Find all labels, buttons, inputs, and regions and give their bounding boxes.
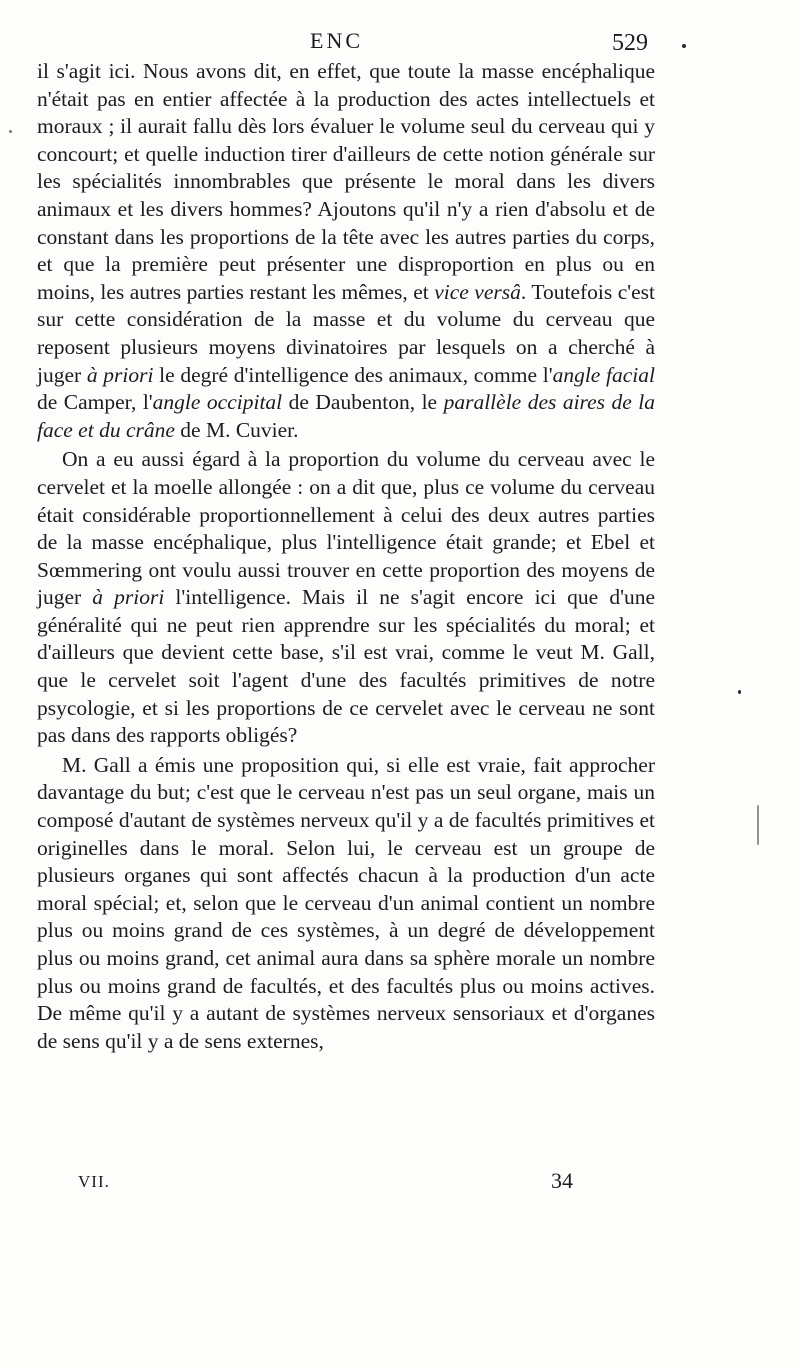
text-run: de Camper, l' <box>37 390 153 415</box>
italic-phrase: vice versâ <box>434 279 521 304</box>
running-head: ENC <box>310 28 363 53</box>
text-run: il s'agit ici. Nous avons dit, en effet, que toute la masse encéphalique n'était pas en entier affectée à la production des actes intellectuels et moraux ; il aurait fallu dès lors évaluer le volume seul du cerveau qui y concourt; et quelle induction tirer d'ailleurs de cette notion générale sur les spécialités innombrables que présente le moral dans les divers animaux et les divers hommes? Ajoutons qu'il n'y a rien d'absolu et de constant dans les proportions de la tête avec les autres parties du corps, et que la première peut présenter une disproportion en plus ou en moins, les autres parties restant les mêmes, et <box>37 59 655 304</box>
scan-speck <box>738 690 741 694</box>
signature-mark: VII. <box>78 1172 110 1191</box>
scan-speck <box>9 130 12 133</box>
text-run: l'intelligence. Mais il ne s'agit encore ici que d'une généralité qui ne peut rien apprendre sur les spécialités du moral; et d'ailleurs que devient cette base, s'il est vrai, comme le veut M. Gall, que le cervelet soit l'agent d'une des facultés primitives de notre psycologie, et si les proportions de ce cervelet avec le cerveau ne sont pas dans des rapports obligés? <box>37 585 655 748</box>
text-run: le degré d'intelligence des animaux, comme l' <box>153 362 553 387</box>
text-run: M. Gall a émis une proposition qui, si elle est vraie, fait approcher davantage du but; c'est que le cerveau n'est pas un seul organe, mais un composé d'autant de systèmes nerveux qu'il y a de facultés primitives et originelles dans le moral. Selon lui, le cerveau est un groupe de plusieurs organes qui sont affectés chacun à la production d'un acte moral spécial; et, selon que le cerveau d'un animal contient un nombre plus ou moins grand de ces systèmes, à un degré de développement plus ou moins grand, cet animal aura dans sa sphère morale un nombre plus ou moins grand de facultés, et des facultés plus ou moins actives. De même qu'il y a autant de systèmes nerveux sensoriaux et d'organes de sens qu'il y a de sens externes, <box>37 752 655 1053</box>
italic-phrase: angle occipital <box>152 390 283 415</box>
italic-phrase: à priori <box>92 585 165 610</box>
page-number: 529 <box>612 30 648 56</box>
scan-speck <box>757 805 759 845</box>
paragraph-3 <box>37 752 655 1056</box>
page-footer <box>0 1168 800 1198</box>
italic-phrase: parallèle des aires de la face et du crâne <box>37 390 655 442</box>
sheet-number: 34 <box>551 1168 573 1193</box>
scan-speck <box>682 44 686 48</box>
text-run: de Daubenton, le <box>282 390 444 415</box>
body-text <box>37 58 655 1055</box>
italic-phrase: angle facial <box>552 362 655 387</box>
paragraph-2 <box>37 446 655 750</box>
text-run: de M. Cuvier. <box>174 417 299 442</box>
text-run: On a eu aussi égard à la proportion du volume du cerveau avec le cervelet et la moelle allongée : on a dit que, plus ce volume du cerveau était considérable proportionnellement à celui des deux autres parties de la masse encéphalique, plus l'intelligence était grande; et Ebel et Sœmmering ont voulu aussi trouver en cette proportion des moyens de juger <box>37 447 655 610</box>
paragraph-1 <box>37 58 655 444</box>
italic-phrase: à priori <box>86 362 154 387</box>
text-run: . Toutefois c'est sur cette considération de la masse et du volume du cerveau que reposent plusieurs moyens divinatoires par lesquels on a cherché à juger <box>37 279 656 387</box>
page-header <box>0 28 800 62</box>
